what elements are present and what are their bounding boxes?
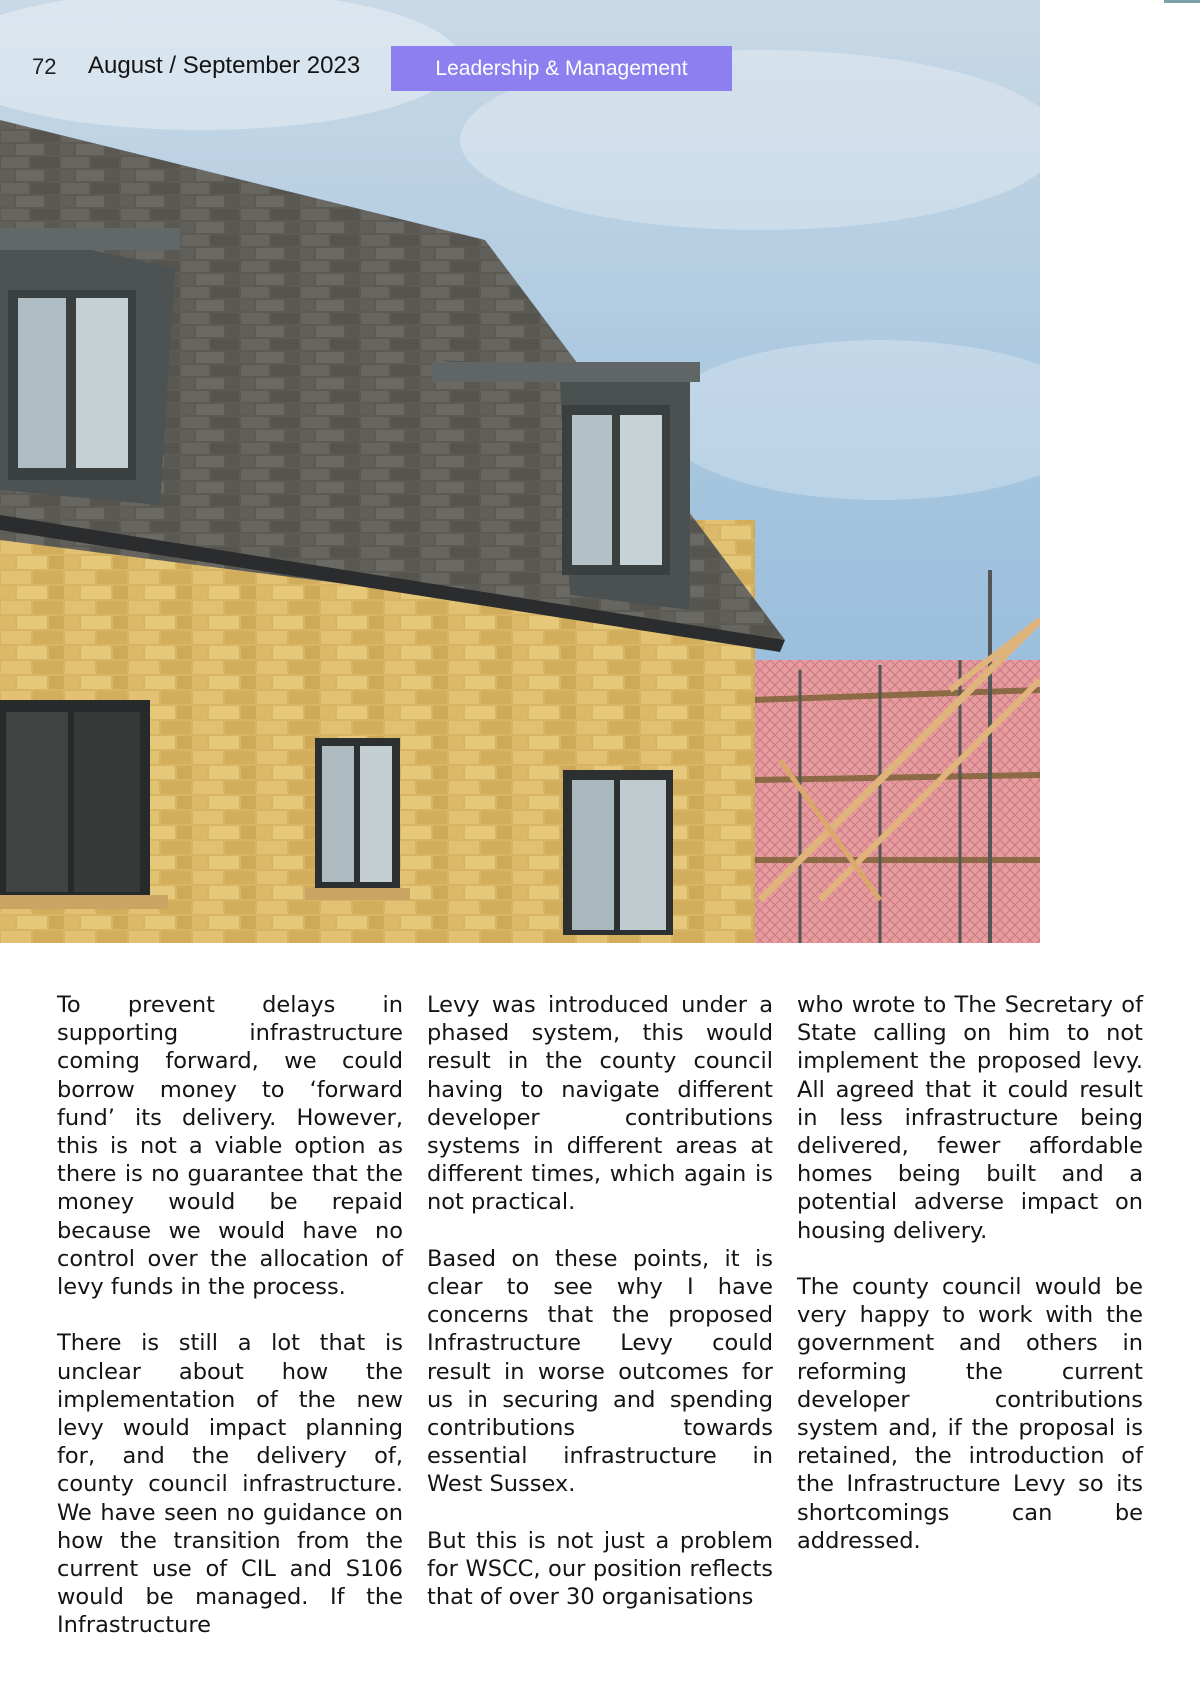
paragraph: To prevent delays in supporting infrastructure coming forward, we could borrow money to ‘forward fund’ its delivery. However, this is not a viable option as there is no guarantee that the money would be repaid because we would have no control over the allocation of levy funds in the process. (57, 992, 403, 1301)
paragraph: Based on these points, it is clear to see why I have concerns that the proposed Infrastructure Levy could result in worse outcomes for us in securing and spending contributions towards essential infrastructure in West Sussex. (427, 1245, 773, 1498)
article-column-3 (797, 991, 1143, 1640)
paragraph: The county council would be very happy to work with the government and others in reforming the current developer contributions system and, if the proposal is retained, the introduction of the Infrastructure Levy so its shortcomings can be addressed. (797, 1274, 1143, 1554)
paragraph: who wrote to The Secretary of State calling on him to not implement the proposed levy. All agreed that it could result in less infrastructure being delivered, fewer affordable homes being built and a potential adverse impact on housing delivery. (797, 992, 1143, 1244)
paragraph: Levy was introduced under a phased system, this would result in the county council having to navigate different developer contributions systems in different areas at different times, which again is not practical. (427, 992, 773, 1216)
issue-date: August / September 2023 (88, 52, 361, 79)
house-photo-icon (0, 0, 1040, 943)
article-column-1 (57, 991, 403, 1640)
section-badge: Leadership & Management (391, 46, 732, 91)
page-edge-accent (1164, 0, 1200, 3)
article-column-2 (427, 991, 773, 1640)
page-number: 72 (32, 54, 57, 79)
paragraph: But this is not just a problem for WSCC, our position reflects that of over 30 organisations (427, 1527, 773, 1611)
hero-photo (0, 0, 1040, 943)
article-body (57, 991, 1143, 1640)
paragraph: There is still a lot that is unclear about how the implementation of the new levy would impact planning for, and the delivery of, county council infrastructure. We have seen no guidance on how the transition from the current use of CIL and S106 would be managed. If the Infrastructure (57, 1330, 403, 1639)
